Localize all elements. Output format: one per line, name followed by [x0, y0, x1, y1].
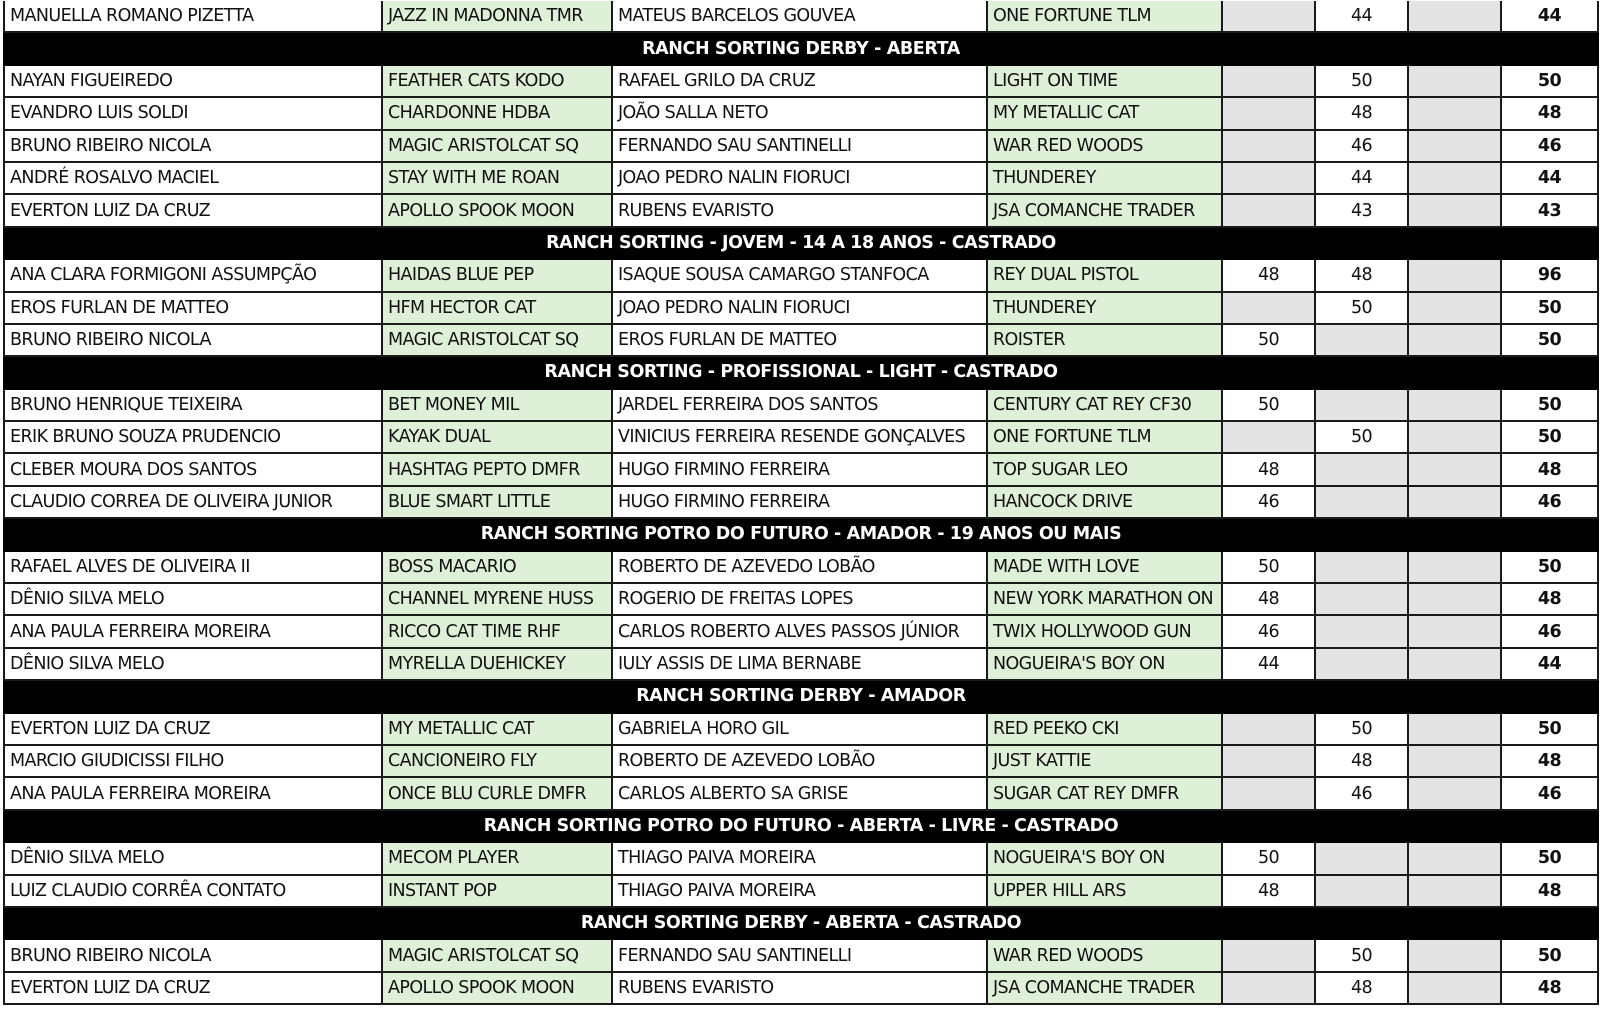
total-score-cell: 48: [1502, 454, 1599, 484]
score-cell-1: [1223, 940, 1316, 970]
partner-name-cell: FERNANDO SAU SANTINELLI: [613, 940, 988, 970]
score-cell-3: [1409, 325, 1502, 355]
score-cell-2: 50: [1316, 940, 1409, 970]
score-cell-2: 44: [1316, 1, 1409, 31]
horse-name-cell: CANCIONEIRO FLY: [383, 746, 613, 776]
partner-name-cell: CARLOS ALBERTO SA GRISE: [613, 778, 988, 808]
score-cell-2: 48: [1316, 973, 1409, 1003]
score-cell-1: 50: [1223, 390, 1316, 420]
total-score-cell: 50: [1502, 66, 1599, 96]
score-cell-1: 50: [1223, 552, 1316, 582]
score-cell-3: [1409, 616, 1502, 646]
table-row: [3, 487, 1599, 519]
horse-name-cell: MAGIC ARISTOLCAT SQ: [383, 131, 613, 161]
partner-name-cell: RAFAEL GRILO DA CRUZ: [613, 66, 988, 96]
horse-name-cell: INSTANT POP: [383, 876, 613, 906]
score-cell-1: [1223, 195, 1316, 225]
score-cell-1: 48: [1223, 584, 1316, 614]
horse-name-cell: BLUE SMART LITTLE: [383, 487, 613, 517]
section-header: RANCH SORTING - JOVEM - 14 A 18 ANOS - CASTRADO: [3, 228, 1599, 260]
partner-horse-cell: SUGAR CAT REY DMFR: [988, 778, 1223, 808]
score-cell-3: [1409, 746, 1502, 776]
table-row: [3, 552, 1599, 584]
horse-name-cell: BOSS MACARIO: [383, 552, 613, 582]
partner-horse-cell: JSA COMANCHE TRADER: [988, 973, 1223, 1003]
horse-name-cell: RICCO CAT TIME RHF: [383, 616, 613, 646]
partner-name-cell: CARLOS ROBERTO ALVES PASSOS JÚNIOR: [613, 616, 988, 646]
partner-horse-cell: UPPER HILL ARS: [988, 876, 1223, 906]
table-row: [3, 454, 1599, 486]
partner-name-cell: THIAGO PAIVA MOREIRA: [613, 843, 988, 873]
partner-horse-cell: NOGUEIRA'S BOY ON: [988, 649, 1223, 679]
horse-name-cell: APOLLO SPOOK MOON: [383, 195, 613, 225]
partner-horse-cell: ONE FORTUNE TLM: [988, 1, 1223, 31]
score-cell-2: [1316, 325, 1409, 355]
table-row: [3, 131, 1599, 163]
score-cell-1: 48: [1223, 454, 1316, 484]
score-cell-1: [1223, 163, 1316, 193]
score-cell-1: 44: [1223, 649, 1316, 679]
horse-name-cell: MYRELLA DUEHICKEY: [383, 649, 613, 679]
score-cell-3: [1409, 163, 1502, 193]
total-score-cell: 48: [1502, 876, 1599, 906]
score-cell-1: [1223, 131, 1316, 161]
score-cell-2: [1316, 390, 1409, 420]
partner-horse-cell: ROISTER: [988, 325, 1223, 355]
rider-name-cell: ERIK BRUNO SOUZA PRUDENCIO: [3, 422, 383, 452]
table-row: [3, 390, 1599, 422]
partner-horse-cell: TWIX HOLLYWOOD GUN: [988, 616, 1223, 646]
horse-name-cell: HAIDAS BLUE PEP: [383, 260, 613, 290]
total-score-cell: 46: [1502, 778, 1599, 808]
score-cell-3: [1409, 487, 1502, 517]
horse-name-cell: MAGIC ARISTOLCAT SQ: [383, 940, 613, 970]
partner-name-cell: RUBENS EVARISTO: [613, 195, 988, 225]
rider-name-cell: BRUNO RIBEIRO NICOLA: [3, 325, 383, 355]
score-cell-3: [1409, 649, 1502, 679]
horse-name-cell: FEATHER CATS KODO: [383, 66, 613, 96]
partner-name-cell: JARDEL FERREIRA DOS SANTOS: [613, 390, 988, 420]
score-cell-2: [1316, 552, 1409, 582]
horse-name-cell: HFM HECTOR CAT: [383, 293, 613, 323]
horse-name-cell: HASHTAG PEPTO DMFR: [383, 454, 613, 484]
score-cell-2: 48: [1316, 746, 1409, 776]
partner-name-cell: FERNANDO SAU SANTINELLI: [613, 131, 988, 161]
score-cell-3: [1409, 714, 1502, 744]
score-cell-1: 46: [1223, 487, 1316, 517]
score-cell-2: [1316, 843, 1409, 873]
rider-name-cell: BRUNO RIBEIRO NICOLA: [3, 940, 383, 970]
section-header: RANCH SORTING POTRO DO FUTURO - ABERTA - LIVRE - CASTRADO: [3, 811, 1599, 843]
score-cell-1: [1223, 778, 1316, 808]
partner-horse-cell: JSA COMANCHE TRADER: [988, 195, 1223, 225]
score-cell-3: [1409, 293, 1502, 323]
partner-name-cell: VINICIUS FERREIRA RESENDE GONÇALVES: [613, 422, 988, 452]
partner-name-cell: HUGO FIRMINO FERREIRA: [613, 487, 988, 517]
total-score-cell: 46: [1502, 487, 1599, 517]
table-row: [3, 66, 1599, 98]
partner-horse-cell: MY METALLIC CAT: [988, 98, 1223, 128]
total-score-cell: 50: [1502, 293, 1599, 323]
table-row: [3, 1, 1599, 33]
score-cell-3: [1409, 973, 1502, 1003]
score-cell-2: [1316, 616, 1409, 646]
total-score-cell: 44: [1502, 1, 1599, 31]
horse-name-cell: APOLLO SPOOK MOON: [383, 973, 613, 1003]
total-score-cell: 44: [1502, 163, 1599, 193]
partner-name-cell: MATEUS BARCELOS GOUVEA: [613, 1, 988, 31]
table-row: [3, 293, 1599, 325]
table-row: [3, 195, 1599, 227]
rider-name-cell: DÊNIO SILVA MELO: [3, 843, 383, 873]
partner-name-cell: THIAGO PAIVA MOREIRA: [613, 876, 988, 906]
rider-name-cell: RAFAEL ALVES DE OLIVEIRA II: [3, 552, 383, 582]
partner-name-cell: ISAQUE SOUSA CAMARGO STANFOCA: [613, 260, 988, 290]
rider-name-cell: BRUNO HENRIQUE TEIXEIRA: [3, 390, 383, 420]
score-cell-1: [1223, 973, 1316, 1003]
partner-horse-cell: ONE FORTUNE TLM: [988, 422, 1223, 452]
total-score-cell: 50: [1502, 843, 1599, 873]
section-header: RANCH SORTING POTRO DO FUTURO - AMADOR - 19 ANOS OU MAIS: [3, 519, 1599, 551]
score-cell-2: [1316, 876, 1409, 906]
score-cell-3: [1409, 778, 1502, 808]
section-header: RANCH SORTING DERBY - ABERTA: [3, 33, 1599, 65]
score-cell-2: 48: [1316, 98, 1409, 128]
score-cell-3: [1409, 1, 1502, 31]
partner-horse-cell: NEW YORK MARATHON ON: [988, 584, 1223, 614]
table-row: [3, 746, 1599, 778]
section-header: RANCH SORTING DERBY - ABERTA - CASTRADO: [3, 908, 1599, 940]
rider-name-cell: MANUELLA ROMANO PIZETTA: [3, 1, 383, 31]
table-row: [3, 973, 1599, 1005]
table-row: [3, 325, 1599, 357]
total-score-cell: 50: [1502, 940, 1599, 970]
table-row: [3, 98, 1599, 130]
partner-name-cell: JOÃO SALLA NETO: [613, 98, 988, 128]
score-cell-2: 50: [1316, 66, 1409, 96]
partner-horse-cell: WAR RED WOODS: [988, 940, 1223, 970]
total-score-cell: 48: [1502, 584, 1599, 614]
rider-name-cell: EVANDRO LUIS SOLDI: [3, 98, 383, 128]
table-row: [3, 778, 1599, 810]
partner-name-cell: ROGERIO DE FREITAS LOPES: [613, 584, 988, 614]
rider-name-cell: DÊNIO SILVA MELO: [3, 584, 383, 614]
partner-horse-cell: CENTURY CAT REY CF30: [988, 390, 1223, 420]
total-score-cell: 50: [1502, 552, 1599, 582]
score-cell-3: [1409, 131, 1502, 161]
score-cell-2: 50: [1316, 422, 1409, 452]
score-cell-1: 48: [1223, 260, 1316, 290]
score-cell-2: [1316, 649, 1409, 679]
rider-name-cell: MARCIO GIUDICISSI FILHO: [3, 746, 383, 776]
section-header: RANCH SORTING DERBY - AMADOR: [3, 681, 1599, 713]
rider-name-cell: ANA CLARA FORMIGONI ASSUMPÇÃO: [3, 260, 383, 290]
total-score-cell: 50: [1502, 390, 1599, 420]
partner-name-cell: ROBERTO DE AZEVEDO LOBÃO: [613, 746, 988, 776]
score-cell-3: [1409, 940, 1502, 970]
score-cell-1: [1223, 66, 1316, 96]
partner-name-cell: GABRIELA HORO GIL: [613, 714, 988, 744]
score-cell-2: 50: [1316, 714, 1409, 744]
score-cell-3: [1409, 454, 1502, 484]
score-cell-3: [1409, 390, 1502, 420]
score-cell-3: [1409, 876, 1502, 906]
score-cell-2: 50: [1316, 293, 1409, 323]
partner-horse-cell: THUNDEREY: [988, 293, 1223, 323]
horse-name-cell: KAYAK DUAL: [383, 422, 613, 452]
partner-horse-cell: HANCOCK DRIVE: [988, 487, 1223, 517]
partner-name-cell: RUBENS EVARISTO: [613, 973, 988, 1003]
rider-name-cell: ANA PAULA FERREIRA MOREIRA: [3, 778, 383, 808]
rider-name-cell: EVERTON LUIZ DA CRUZ: [3, 973, 383, 1003]
rider-name-cell: CLAUDIO CORREA DE OLIVEIRA JUNIOR: [3, 487, 383, 517]
total-score-cell: 96: [1502, 260, 1599, 290]
score-cell-2: 48: [1316, 260, 1409, 290]
score-cell-3: [1409, 260, 1502, 290]
score-cell-2: 46: [1316, 131, 1409, 161]
table-row: [3, 843, 1599, 875]
rider-name-cell: ANDRÉ ROSALVO MACIEL: [3, 163, 383, 193]
score-cell-1: 50: [1223, 843, 1316, 873]
score-cell-1: 48: [1223, 876, 1316, 906]
partner-name-cell: EROS FURLAN DE MATTEO: [613, 325, 988, 355]
score-cell-2: 43: [1316, 195, 1409, 225]
rider-name-cell: ANA PAULA FERREIRA MOREIRA: [3, 616, 383, 646]
rider-name-cell: CLEBER MOURA DOS SANTOS: [3, 454, 383, 484]
table-row: [3, 714, 1599, 746]
partner-name-cell: ROBERTO DE AZEVEDO LOBÃO: [613, 552, 988, 582]
rider-name-cell: EVERTON LUIZ DA CRUZ: [3, 195, 383, 225]
total-score-cell: 48: [1502, 973, 1599, 1003]
total-score-cell: 50: [1502, 422, 1599, 452]
score-cell-1: [1223, 746, 1316, 776]
table-row: [3, 876, 1599, 908]
horse-name-cell: MY METALLIC CAT: [383, 714, 613, 744]
table-row: [3, 422, 1599, 454]
partner-horse-cell: RED PEEKO CKI: [988, 714, 1223, 744]
rider-name-cell: NAYAN FIGUEIREDO: [3, 66, 383, 96]
total-score-cell: 46: [1502, 131, 1599, 161]
rider-name-cell: LUIZ CLAUDIO CORRÊA CONTATO: [3, 876, 383, 906]
partner-horse-cell: REY DUAL PISTOL: [988, 260, 1223, 290]
table-row: [3, 584, 1599, 616]
rider-name-cell: BRUNO RIBEIRO NICOLA: [3, 131, 383, 161]
score-cell-2: 46: [1316, 778, 1409, 808]
total-score-cell: 44: [1502, 649, 1599, 679]
partner-horse-cell: LIGHT ON TIME: [988, 66, 1223, 96]
score-cell-3: [1409, 66, 1502, 96]
rider-name-cell: EROS FURLAN DE MATTEO: [3, 293, 383, 323]
partner-name-cell: JOAO PEDRO NALIN FIORUCI: [613, 293, 988, 323]
score-cell-3: [1409, 422, 1502, 452]
total-score-cell: 46: [1502, 616, 1599, 646]
score-cell-1: [1223, 293, 1316, 323]
table-row: [3, 260, 1599, 292]
score-cell-1: 46: [1223, 616, 1316, 646]
horse-name-cell: MECOM PLAYER: [383, 843, 613, 873]
score-cell-3: [1409, 98, 1502, 128]
horse-name-cell: JAZZ IN MADONNA TMR: [383, 1, 613, 31]
partner-name-cell: HUGO FIRMINO FERREIRA: [613, 454, 988, 484]
score-cell-3: [1409, 195, 1502, 225]
total-score-cell: 48: [1502, 98, 1599, 128]
score-cell-3: [1409, 843, 1502, 873]
partner-name-cell: IULY ASSIS DE LIMA BERNABE: [613, 649, 988, 679]
total-score-cell: 43: [1502, 195, 1599, 225]
table-row: [3, 616, 1599, 648]
partner-horse-cell: TOP SUGAR LEO: [988, 454, 1223, 484]
horse-name-cell: BET MONEY MIL: [383, 390, 613, 420]
horse-name-cell: STAY WITH ME ROAN: [383, 163, 613, 193]
total-score-cell: 50: [1502, 325, 1599, 355]
total-score-cell: 50: [1502, 714, 1599, 744]
score-cell-1: [1223, 98, 1316, 128]
score-cell-3: [1409, 552, 1502, 582]
score-cell-1: 50: [1223, 325, 1316, 355]
horse-name-cell: CHANNEL MYRENE HUSS: [383, 584, 613, 614]
score-cell-1: [1223, 714, 1316, 744]
table-row: [3, 649, 1599, 681]
results-sheet: [3, 1, 1599, 1005]
partner-horse-cell: WAR RED WOODS: [988, 131, 1223, 161]
rider-name-cell: DÊNIO SILVA MELO: [3, 649, 383, 679]
horse-name-cell: CHARDONNE HDBA: [383, 98, 613, 128]
score-cell-3: [1409, 584, 1502, 614]
partner-horse-cell: THUNDEREY: [988, 163, 1223, 193]
score-cell-1: [1223, 1, 1316, 31]
table-row: [3, 940, 1599, 972]
partner-horse-cell: MADE WITH LOVE: [988, 552, 1223, 582]
score-cell-2: [1316, 454, 1409, 484]
score-cell-2: [1316, 487, 1409, 517]
score-cell-2: 44: [1316, 163, 1409, 193]
rider-name-cell: EVERTON LUIZ DA CRUZ: [3, 714, 383, 744]
table-row: [3, 163, 1599, 195]
score-cell-1: [1223, 422, 1316, 452]
partner-horse-cell: JUST KATTIE: [988, 746, 1223, 776]
horse-name-cell: ONCE BLU CURLE DMFR: [383, 778, 613, 808]
section-header: RANCH SORTING - PROFISSIONAL - LIGHT - CASTRADO: [3, 357, 1599, 389]
horse-name-cell: MAGIC ARISTOLCAT SQ: [383, 325, 613, 355]
partner-horse-cell: NOGUEIRA'S BOY ON: [988, 843, 1223, 873]
partner-name-cell: JOAO PEDRO NALIN FIORUCI: [613, 163, 988, 193]
total-score-cell: 48: [1502, 746, 1599, 776]
score-cell-2: [1316, 584, 1409, 614]
